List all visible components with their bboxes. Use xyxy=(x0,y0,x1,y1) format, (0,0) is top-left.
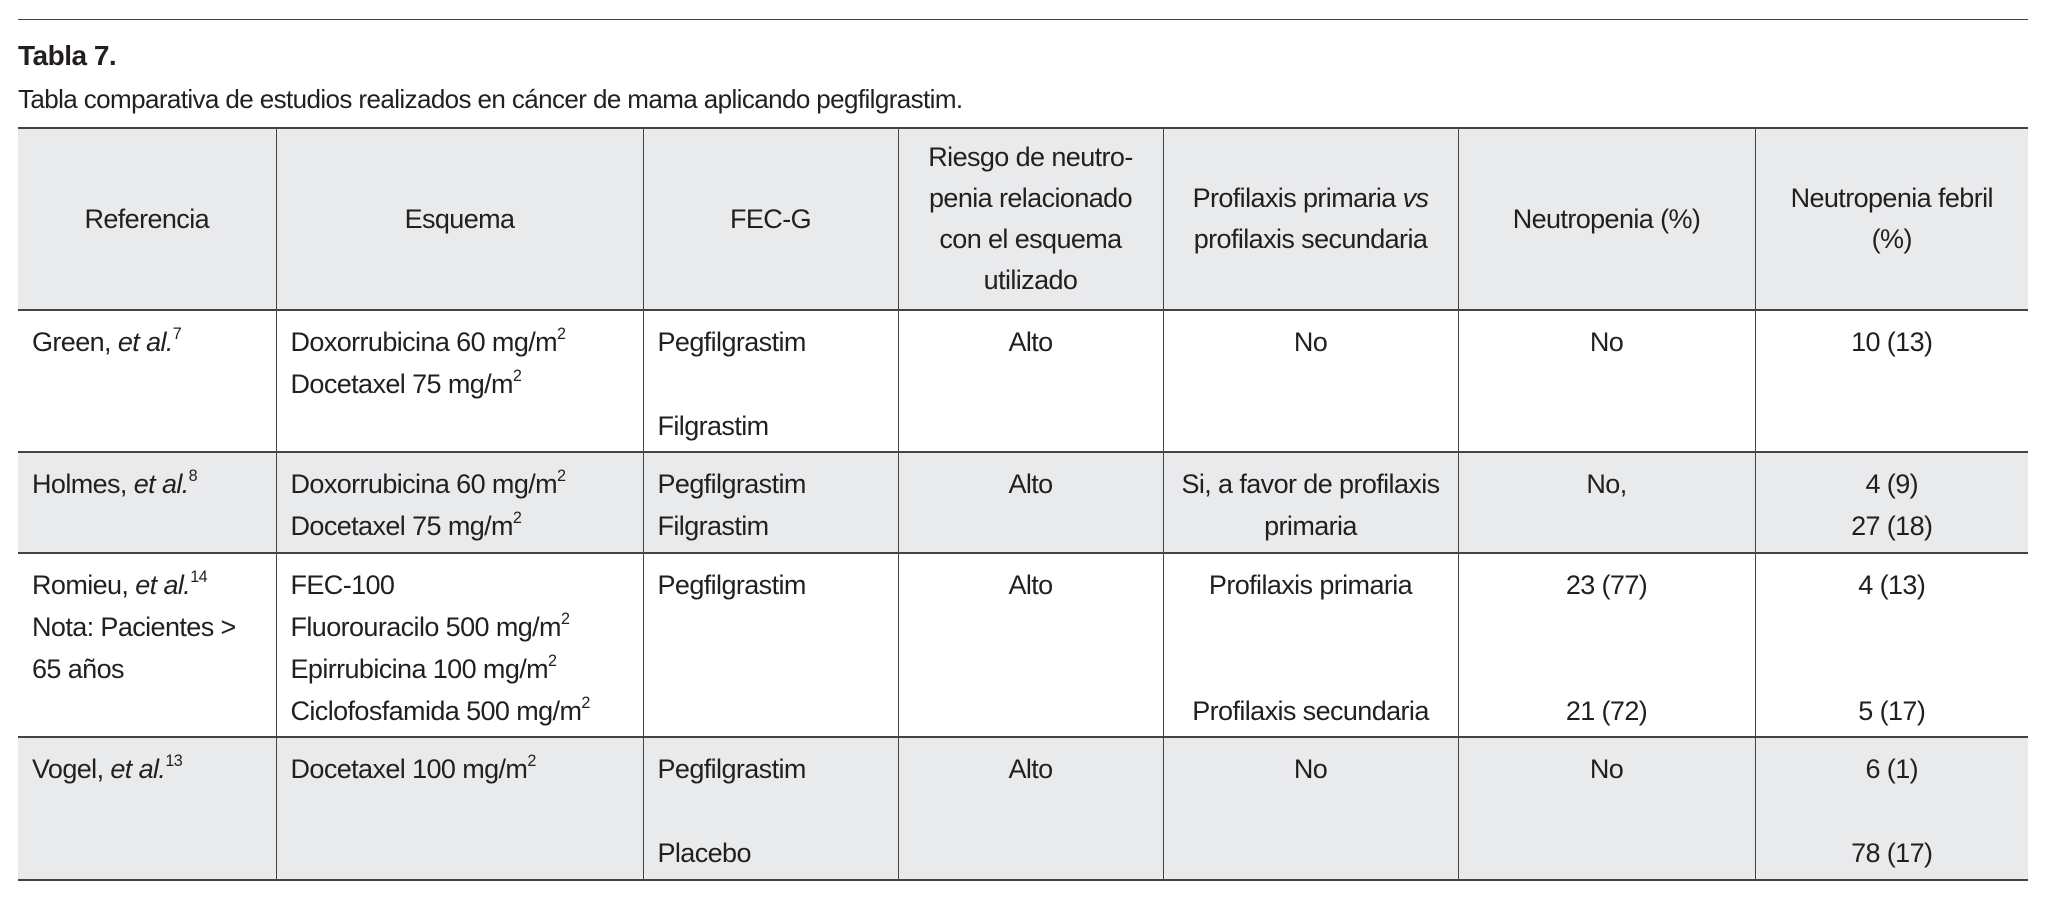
note-line: Nota: Pacientes > xyxy=(32,612,236,642)
note-line: 65 años xyxy=(32,654,124,684)
unit: mg/m xyxy=(462,754,528,784)
esquema-drug: Ciclofosfamida 500 xyxy=(290,696,517,726)
unit-exponent: 2 xyxy=(581,694,590,713)
fecg-value: Pegfilgrastim xyxy=(657,469,806,499)
esquema-drug: Epirrubicina 100 xyxy=(290,654,483,684)
neutropenia-value: 21 (72) xyxy=(1565,696,1648,726)
cell-referencia xyxy=(18,452,276,553)
cell-fecg xyxy=(643,310,898,452)
header-febril-line: Neutropenia febril xyxy=(1790,183,1993,213)
cell-fecg xyxy=(643,452,898,553)
header-riesgo-line: con el esquema xyxy=(939,224,1122,254)
fecg-value: Placebo xyxy=(657,838,751,868)
esquema-drug: Docetaxel 100 xyxy=(290,754,463,784)
cell-referencia xyxy=(18,310,276,452)
unit-exponent: 2 xyxy=(557,467,566,486)
unit-exponent: 2 xyxy=(548,652,557,671)
febril-value: 27 (18) xyxy=(1851,511,1933,541)
header-neutropenia: Neutropenia (%) xyxy=(1458,128,1755,310)
esquema-regimen: FEC-100 xyxy=(290,570,395,600)
cell-profilaxis xyxy=(1163,452,1458,553)
top-rule xyxy=(18,19,2028,20)
header-profilaxis-line2: profilaxis secundaria xyxy=(1193,224,1428,254)
cell-riesgo: Alto xyxy=(898,737,1163,880)
cell-esquema xyxy=(276,737,643,880)
esquema-drug: Doxorrubicina 60 xyxy=(290,327,492,357)
et-al: et al. xyxy=(135,570,191,600)
neutropenia-value: 23 (77) xyxy=(1565,570,1648,600)
author-name: Green, xyxy=(32,327,118,357)
febril-value: 5 (17) xyxy=(1858,696,1926,726)
header-febril-line: (%) xyxy=(1871,224,1912,254)
esquema-drug: Fluorouracilo 500 xyxy=(290,612,496,642)
profilaxis-value: Si, a favor de profilaxis xyxy=(1181,469,1440,499)
cell-neutropenia: No, xyxy=(1458,452,1755,553)
header-neutropenia-febril xyxy=(1755,128,2028,310)
header-riesgo-line: Riesgo de neutro- xyxy=(928,142,1133,172)
table-row xyxy=(18,310,2028,452)
et-al: et al. xyxy=(117,327,173,357)
unit-exponent: 2 xyxy=(512,509,522,528)
cell-esquema xyxy=(276,553,643,737)
reference-number: 7 xyxy=(172,325,182,344)
header-riesgo-line: utilizado xyxy=(983,265,1078,295)
unit: mg/m xyxy=(495,612,561,642)
fecg-value: Pegfilgrastim xyxy=(657,570,806,600)
fecg-value: Filgrastim xyxy=(657,511,769,541)
comparison-table xyxy=(18,127,2028,881)
cell-febril xyxy=(1755,553,2028,737)
et-al: et al. xyxy=(133,469,189,499)
cell-esquema xyxy=(276,310,643,452)
cell-fecg xyxy=(643,737,898,880)
table-title: Tabla 7. xyxy=(18,40,117,71)
unit: mg/m xyxy=(491,469,558,499)
cell-profilaxis: No xyxy=(1163,737,1458,880)
cell-riesgo: Alto xyxy=(898,310,1163,452)
unit: mg/m xyxy=(491,327,558,357)
unit-exponent: 2 xyxy=(527,752,536,771)
esquema-drug: Doxorrubicina 60 xyxy=(290,469,492,499)
table-row xyxy=(18,737,2028,880)
esquema-drug: Docetaxel 75 xyxy=(290,511,448,541)
header-profilaxis-vs: vs xyxy=(1402,183,1429,213)
cell-neutropenia: No xyxy=(1458,310,1755,452)
cell-febril xyxy=(1755,737,2028,880)
unit: mg/m xyxy=(482,654,549,684)
unit: mg/m xyxy=(447,511,513,541)
unit: mg/m xyxy=(516,696,582,726)
table-row xyxy=(18,452,2028,553)
header-riesgo-line: penia relacionado xyxy=(929,183,1132,213)
header-referencia: Referencia xyxy=(18,128,276,310)
header-esquema: Esquema xyxy=(276,128,643,310)
febril-value: 78 (17) xyxy=(1851,838,1933,868)
author-name: Vogel, xyxy=(32,754,111,784)
reference-number: 13 xyxy=(165,752,183,771)
profilaxis-value: Profilaxis secundaria xyxy=(1192,696,1429,726)
header-profilaxis xyxy=(1163,128,1458,310)
fecg-value: Filgrastim xyxy=(657,411,769,441)
unit-exponent: 2 xyxy=(560,610,570,629)
author-name: Romieu, xyxy=(32,570,136,600)
cell-riesgo: Alto xyxy=(898,553,1163,737)
cell-riesgo: Alto xyxy=(898,452,1163,553)
cell-esquema xyxy=(276,452,643,553)
unit-exponent: 2 xyxy=(512,367,522,386)
cell-neutropenia xyxy=(1458,553,1755,737)
cell-fecg xyxy=(643,553,898,737)
header-row xyxy=(18,128,2028,310)
unit: mg/m xyxy=(447,369,513,399)
cell-profilaxis xyxy=(1163,553,1458,737)
header-profilaxis-text: Profilaxis primaria xyxy=(1192,183,1403,213)
unit-exponent: 2 xyxy=(557,325,566,344)
cell-referencia xyxy=(18,553,276,737)
cell-profilaxis: No xyxy=(1163,310,1458,452)
febril-value: 4 (13) xyxy=(1858,570,1926,600)
cell-referencia xyxy=(18,737,276,880)
author-name: Holmes, xyxy=(32,469,134,499)
fecg-value: Pegfilgrastim xyxy=(657,327,806,357)
table-caption: Tabla comparativa de estudios realizados en cáncer de mama aplicando pegfilgrastim. xyxy=(18,84,963,114)
febril-value: 6 (1) xyxy=(1865,754,1919,784)
profilaxis-value: Profilaxis primaria xyxy=(1208,570,1413,600)
febril-value: 4 (9) xyxy=(1865,469,1919,499)
fecg-value: Pegfilgrastim xyxy=(657,754,806,784)
reference-number: 14 xyxy=(190,568,207,587)
febril-value: 10 (13) xyxy=(1851,327,1933,357)
header-riesgo xyxy=(898,128,1163,310)
header-profilaxis-line1 xyxy=(1170,178,1452,219)
reference-number: 8 xyxy=(188,467,198,486)
cell-febril xyxy=(1755,452,2028,553)
esquema-drug: Docetaxel 75 xyxy=(290,369,448,399)
header-fecg: FEC-G xyxy=(643,128,898,310)
cell-neutropenia: No xyxy=(1458,737,1755,880)
table-row xyxy=(18,553,2028,737)
profilaxis-value: primaria xyxy=(1264,511,1357,541)
cell-febril xyxy=(1755,310,2028,452)
et-al: et al. xyxy=(110,754,166,784)
